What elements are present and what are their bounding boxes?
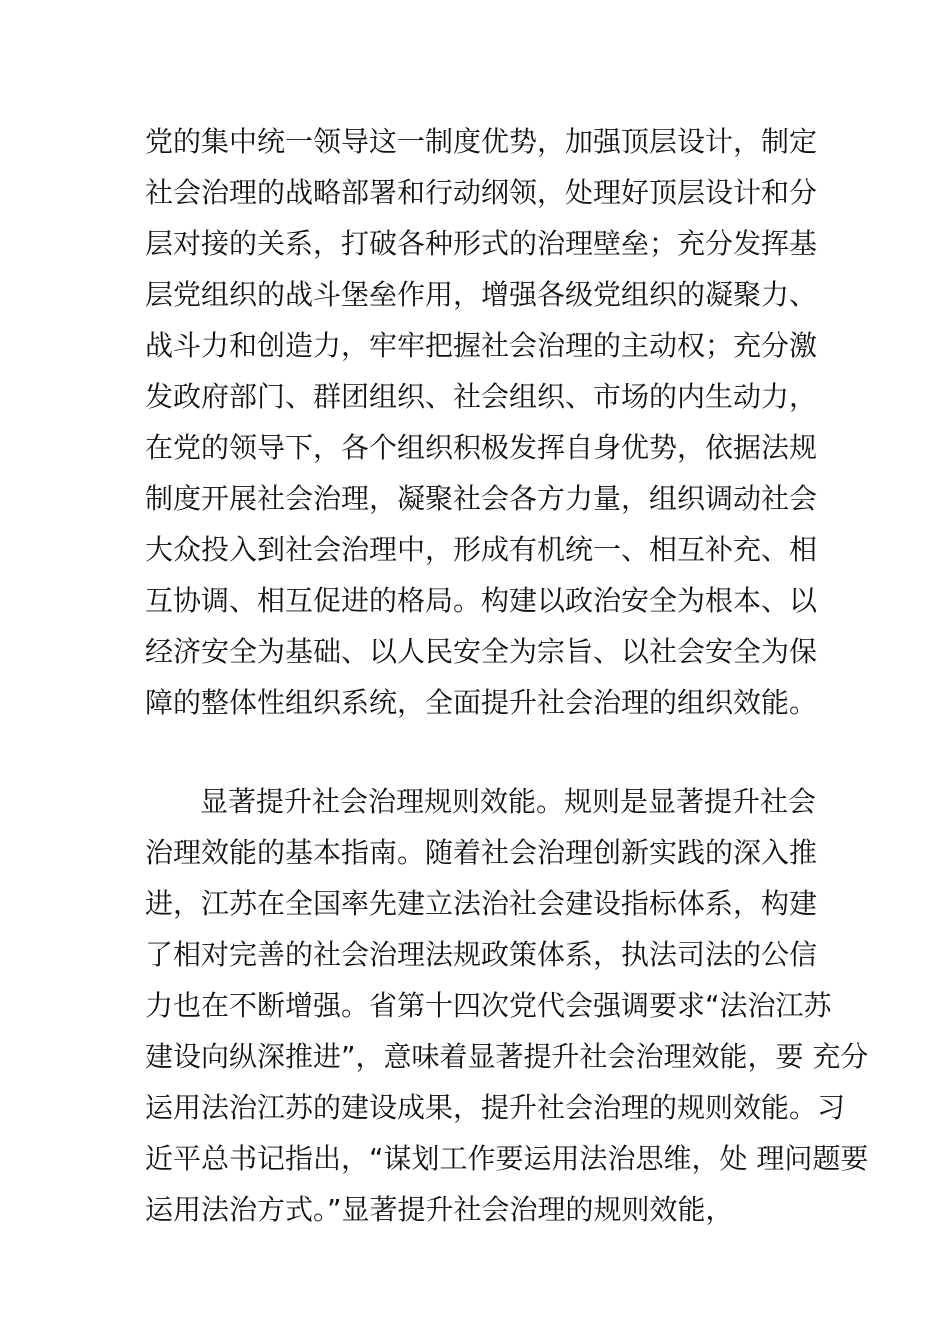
text-line: 层党组织的战斗堡垒作用，增强各级党组织的凝聚力、 [145,278,818,311]
text-line: 党的集中统一领导这一制度优势，加强顶层设计，制定 [145,125,818,158]
text-line: 在党的领导下，各个组织积极发挥自身优势，依据法规 [145,431,818,464]
text-line: 障的整体性组织系统，全面提升社会治理的组织效能。 [145,686,818,719]
text-line: 社会治理的战略部署和行动纲领，处理好顶层设计和分 [145,176,818,209]
text-line: 近平总书记指出，“谋划工作要运用法治思维，处 理问题要 [145,1142,869,1175]
text-line: 治理效能的基本指南。随着社会治理创新实践的深入推 [145,836,818,869]
text-line: 大众投入到社会治理中，形成有机统一、相互补充、相 [145,533,818,566]
paragraph-heading-line: 显著提升社会治理规则效能。规则是显著提升社会 [200,785,817,818]
text-line: 力也在不断增强。省第十四次党代会强调要求“法治江苏 [145,989,832,1022]
text-line: 战斗力和创造力，牢牢把握社会治理的主动权；充分激 [145,329,818,362]
text-line: 层对接的关系，打破各种形式的治理壁垒；充分发挥基 [145,227,818,260]
text-line: 制度开展社会治理，凝聚社会各方力量，组织调动社会 [145,482,818,515]
text-line: 进，江苏在全国率先建立法治社会建设指标体系，构建 [145,887,818,920]
text-line: 经济安全为基础、以人民安全为宗旨、以社会安全为保 [145,635,818,668]
text-line: 了相对完善的社会治理法规政策体系，执法司法的公信 [145,938,818,971]
text-line: 运用法治江苏的建设成果，提升社会治理的规则效能。习 [145,1091,846,1124]
text-line: 互协调、相互促进的格局。构建以政治安全为根本、以 [145,584,818,617]
text-line: 运用法治方式。”显著提升社会治理的规则效能， [145,1193,734,1226]
text-line: 发政府部门、群团组织、社会组织、市场的内生动力， [145,380,818,413]
text-line: 建设向纵深推进”，意味着显著提升社会治理效能，要 充分 [145,1040,869,1073]
